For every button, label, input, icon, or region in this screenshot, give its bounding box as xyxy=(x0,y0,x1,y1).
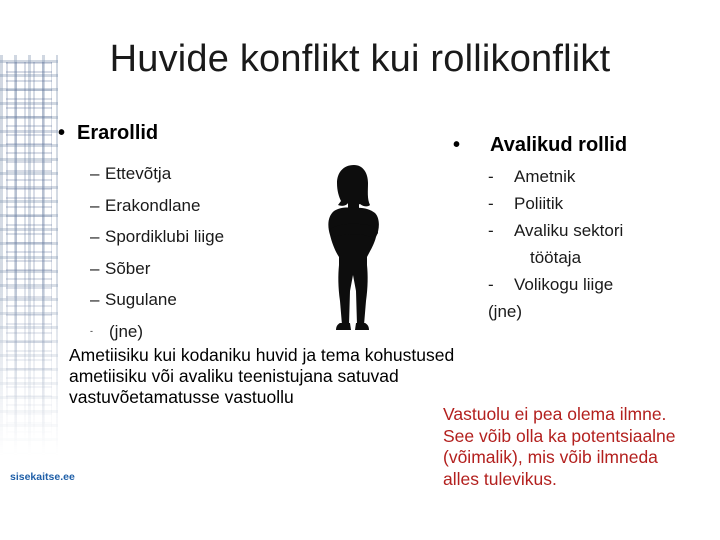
list-item-label: Avaliku sektori xyxy=(514,221,624,240)
note-line: vastuvõetamatusse vastuollu xyxy=(69,387,294,407)
dash-icon: - xyxy=(488,194,494,213)
list-item xyxy=(90,284,224,316)
dash-icon: – xyxy=(90,164,100,183)
person-silhouette-icon xyxy=(310,163,396,333)
dash-icon: - xyxy=(488,167,494,186)
list-item-label: Poliitik xyxy=(514,194,564,213)
dash-icon: – xyxy=(90,258,100,278)
list-item xyxy=(488,217,623,244)
list-item-label: Sugulane xyxy=(105,290,177,309)
note-red-line: (võimalik), mis võib ilmneda xyxy=(443,447,658,467)
left-heading xyxy=(58,122,158,145)
note-red-text xyxy=(443,404,676,490)
list-item-continuation: töötaja xyxy=(530,248,582,267)
left-heading-text: Erarollid xyxy=(77,122,159,144)
logo: sisekaitse.ee xyxy=(10,471,75,483)
slide-title: Huvide konflikt kui rollikonflikt xyxy=(109,38,611,80)
list-item-label: Spordiklubi liige xyxy=(105,227,225,246)
list-item xyxy=(488,190,623,217)
dash-icon: - xyxy=(488,275,494,294)
dash-icon: – xyxy=(90,290,100,309)
note-red-line: Vastuolu ei pea olema ilmne. xyxy=(443,404,667,424)
bullet-icon: • xyxy=(453,134,461,156)
list-item xyxy=(488,271,623,298)
decorative-pattern-inner xyxy=(6,62,52,442)
dash-icon: - xyxy=(488,221,494,240)
list-item-label: Erakondlane xyxy=(105,195,201,215)
list-item xyxy=(90,158,224,190)
list-item-label: Ametnik xyxy=(514,167,576,186)
note-line: ametiisiku või avaliku teenistujana satuvad xyxy=(69,366,399,386)
list-item-label: Ettevõtja xyxy=(105,164,172,183)
right-list xyxy=(488,163,623,325)
note-red-line: alles tulevikus. xyxy=(443,468,557,489)
right-heading-text: Avalikud rollid xyxy=(490,134,628,156)
note-text xyxy=(69,345,454,408)
list-item xyxy=(90,253,224,285)
note-red-line: See võib olla ka potentsiaalne xyxy=(443,425,676,446)
right-heading xyxy=(453,134,627,157)
list-etc: (jne) xyxy=(488,302,523,321)
list-item-label: Volikogu liige xyxy=(514,275,614,294)
list-item-label: Sõber xyxy=(105,258,151,278)
note-line: Ametiisiku kui kodaniku huvid ja tema kohustused xyxy=(69,345,455,365)
dash-icon: – xyxy=(90,227,100,246)
dash-icon: - xyxy=(90,326,93,337)
left-list xyxy=(90,158,224,348)
list-item xyxy=(90,190,224,222)
list-item xyxy=(90,316,224,348)
dash-icon: – xyxy=(90,195,100,215)
list-item xyxy=(488,163,623,190)
bullet-icon: • xyxy=(58,122,66,144)
list-item-label: (jne) xyxy=(109,321,144,341)
list-item xyxy=(90,221,224,253)
